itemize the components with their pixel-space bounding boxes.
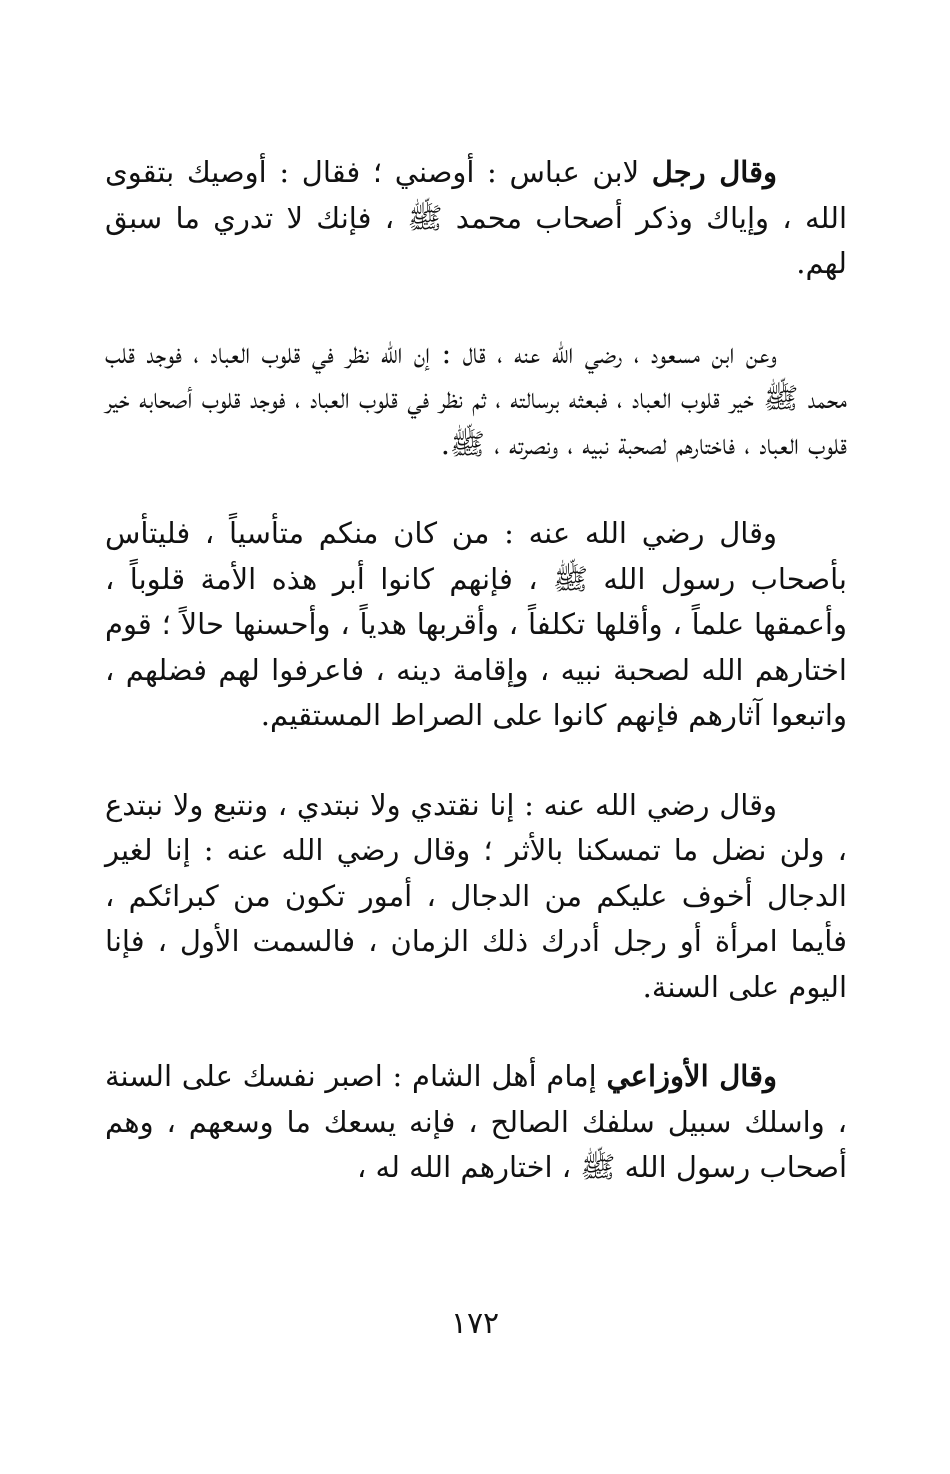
paragraph-text: وقال رضي الله عنه : من كان منكم متأسياً ، فليتأس بأصحاب رسول الله ﷺ ، فإنهم كانوا أبر هذه الأمة قلوباً ، وأعمقها علماً ، وأقلها تكلفاً ، وأقربها هدياً ، وأحسنها حالاً ؛ قوم اختارهم الله لصحبة نبيه ، وإقامة دينه ، فاعرفوا لهم فضلهم ، واتبعوا آثارهم فإنهم كانوا على الصراط المستقيم. — [105, 516, 847, 732]
page-number: ١٧٢ — [450, 1306, 500, 1341]
paragraph-text: لابن عباس : أوصني ؛ فقال : أوصيك بتقوى الله ، وإياك وذكر أصحاب محمد ﷺ ، فإنك لا تدري ما سبق لهم. — [105, 155, 847, 280]
page-body — [105, 150, 847, 1191]
paragraph-5 — [105, 1054, 847, 1191]
paragraph-lead: وقال الأوزاعي — [606, 1059, 778, 1093]
paragraph-text: وقال رضي الله عنه : إنا نقتدي ولا نبتدي ، ونتبع ولا نبتدع ، ولن نضل ما تمسكنا بالأثر ؛ وقال رضي الله عنه : إنا لغير الدجال أخوف عليكم من الدجال ، أمور تكون من كبرائكم ، فأيما امرأة أو رجل أدرك ذلك الزمان ، فالسمت الأول ، فإنا اليوم على السنة. — [105, 787, 847, 1004]
paragraph-1 — [105, 150, 847, 287]
paragraph-text: وعن ابن مسعود ، رضي الله عنه ، قال : إن الله نظر في قلوب العباد ، فوجد قلب محمد ﷺ خير قلوب العباد ، فبعثه برسالته ، ثم نظر في قلوب العباد ، فوجد قلوب أصحابه خير قلوب العباد ، فاختارهم لصحبة نبيه ، ونصرته ، ﷺ. — [105, 335, 847, 461]
paragraph-lead: وقال رجل — [651, 155, 777, 189]
paragraph-4 — [105, 783, 847, 1011]
paragraph-text: إمام أهل الشام : اصبر نفسك على السنة ، واسلك سبيل سلفك الصالح ، فإنه يسعك ما وسعهم ، وهم أصحاب رسول الله ﷺ ، اختارهم الله له ، — [105, 1059, 847, 1184]
paragraph-3 — [105, 511, 847, 739]
paragraph-2 — [105, 331, 847, 468]
